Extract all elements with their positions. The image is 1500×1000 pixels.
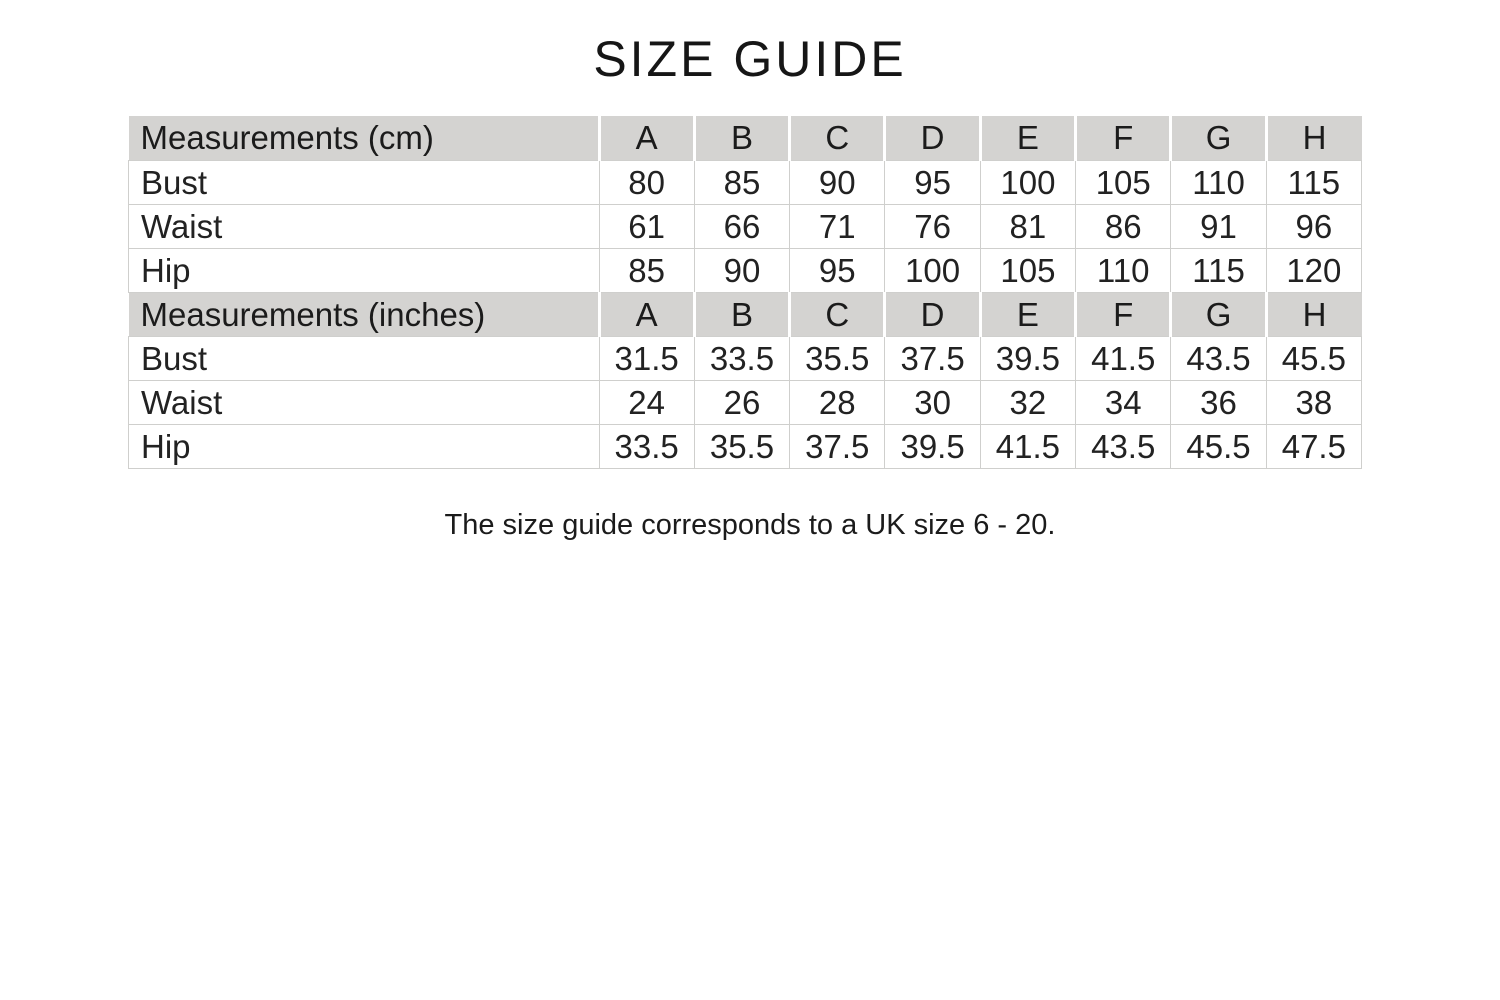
measurement-value: 95 [790,248,885,292]
measurement-value: 33.5 [694,336,789,380]
measurement-value: 110 [1076,248,1171,292]
measurement-value: 66 [694,204,789,248]
size-letter-cell: C [790,116,885,160]
measurement-value: 95 [885,160,980,204]
measurement-value: 43.5 [1076,424,1171,468]
measurement-value: 45.5 [1266,336,1361,380]
measurement-value: 24 [599,380,694,424]
measurement-value: 80 [599,160,694,204]
measurement-value: 90 [790,160,885,204]
measurement-value: 91 [1171,204,1266,248]
measurement-label: Bust [129,160,600,204]
measurement-value: 37.5 [790,424,885,468]
measurement-row [129,248,1362,292]
size-guide-table [128,116,1362,469]
size-letter-cell: E [980,292,1075,336]
size-letter-cell: D [885,292,980,336]
measurement-value: 61 [599,204,694,248]
measurement-value: 105 [980,248,1075,292]
measurement-value: 36 [1171,380,1266,424]
measurement-value: 90 [694,248,789,292]
measurement-label: Hip [129,248,600,292]
section-header-label: Measurements (inches) [129,292,600,336]
measurement-value: 41.5 [1076,336,1171,380]
measurement-value: 37.5 [885,336,980,380]
measurement-value: 115 [1171,248,1266,292]
measurement-value: 85 [599,248,694,292]
section-header-label: Measurements (cm) [129,116,600,160]
measurement-value: 31.5 [599,336,694,380]
measurement-row [129,336,1362,380]
measurement-label: Hip [129,424,600,468]
measurement-value: 28 [790,380,885,424]
size-letter-cell: B [694,116,789,160]
measurement-row [129,204,1362,248]
measurement-value: 76 [885,204,980,248]
size-letter-cell: H [1266,116,1361,160]
page-title: SIZE GUIDE [593,31,907,87]
size-letter-cell: B [694,292,789,336]
size-letter-cell: D [885,116,980,160]
measurement-value: 85 [694,160,789,204]
measurement-value: 120 [1266,248,1361,292]
size-letter-cell: F [1076,116,1171,160]
measurement-label: Waist [129,380,600,424]
size-letter-cell: C [790,292,885,336]
measurement-value: 100 [885,248,980,292]
measurement-value: 35.5 [790,336,885,380]
measurement-row [129,160,1362,204]
measurement-value: 41.5 [980,424,1075,468]
measurement-label: Waist [129,204,600,248]
measurement-value: 115 [1266,160,1361,204]
section-header-row [129,292,1362,336]
measurement-value: 105 [1076,160,1171,204]
measurement-value: 81 [980,204,1075,248]
measurement-value: 96 [1266,204,1361,248]
size-letter-cell: H [1266,292,1361,336]
measurement-value: 38 [1266,380,1361,424]
measurement-value: 34 [1076,380,1171,424]
measurement-value: 100 [980,160,1075,204]
measurement-value: 39.5 [980,336,1075,380]
measurement-value: 86 [1076,204,1171,248]
size-letter-cell: A [599,292,694,336]
measurement-value: 32 [980,380,1075,424]
size-letter-cell: E [980,116,1075,160]
size-letter-cell: G [1171,116,1266,160]
measurement-value: 43.5 [1171,336,1266,380]
measurement-row [129,380,1362,424]
measurement-label: Bust [129,336,600,380]
measurement-value: 33.5 [599,424,694,468]
footer-note: The size guide corresponds to a UK size 6 - 20. [444,508,1056,541]
measurement-value: 35.5 [694,424,789,468]
measurement-value: 110 [1171,160,1266,204]
section-header-row [129,116,1362,160]
measurement-value: 39.5 [885,424,980,468]
size-letter-cell: G [1171,292,1266,336]
size-letter-cell: A [599,116,694,160]
size-letter-cell: F [1076,292,1171,336]
measurement-value: 45.5 [1171,424,1266,468]
measurement-value: 26 [694,380,789,424]
measurement-value: 71 [790,204,885,248]
measurement-value: 47.5 [1266,424,1361,468]
measurement-row [129,424,1362,468]
measurement-value: 30 [885,380,980,424]
